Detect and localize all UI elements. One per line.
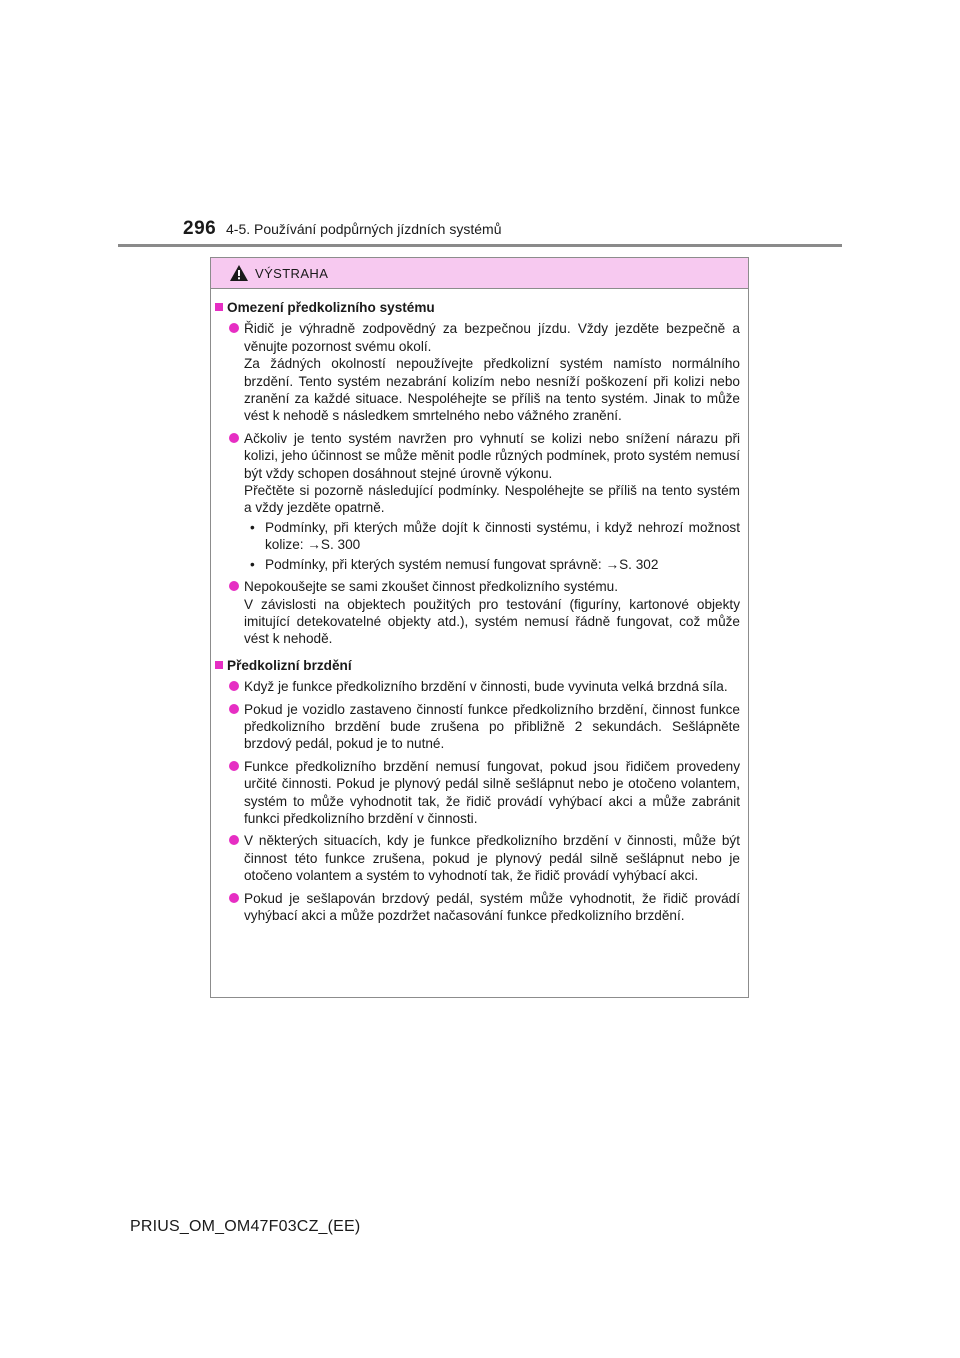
section-heading-text: Předkolizní brzdění: [227, 657, 352, 673]
list-item-body: [244, 320, 740, 424]
section-heading: [215, 299, 740, 316]
paragraph: Když je funkce předkolizního brzdění v činnosti, bude vyvinuta velká brzdná síla.: [244, 679, 728, 695]
list-item-body: [244, 701, 740, 753]
round-bullet-icon: [229, 704, 239, 714]
list-item: [215, 678, 740, 695]
page-number: 296: [183, 218, 217, 239]
sub-bullet: [244, 519, 740, 554]
list-item: [215, 320, 740, 424]
header-divider: [118, 244, 842, 247]
round-bullet-icon: [229, 433, 239, 443]
round-bullet-icon: [229, 893, 239, 903]
list-item-body: [244, 430, 740, 573]
paragraph: Pokud je sešlapován brzdový pedál, systém může vyhodnotit, že řidič provádí vyhýbací akci a může pozdržet načasování funkce předkolizního brzdění.: [244, 890, 740, 923]
document-code: PRIUS_OM_OM47F03CZ_(EE): [130, 1218, 361, 1235]
section-heading-text: Omezení předkolizního systému: [227, 300, 435, 315]
sub-bullet-text: Podmínky, při kterých může dojít k činnosti systému, i když nehrozí možnost kolize: →S. 300: [265, 519, 740, 553]
paragraph: Nepokoušejte se sami zkoušet činnost předkolizního systému.: [244, 579, 619, 595]
section-title: 4-5. Používání podpůrných jízdních systémů: [226, 221, 502, 237]
warning-content: [211, 289, 748, 924]
warning-title: VÝSTRAHA: [255, 265, 329, 281]
bullet-glyph-icon: •: [250, 556, 255, 572]
paragraph: Přečtěte si pozorně následující podmínky. Nespoléhejte se příliš na tento systém a vždy jezděte opatrně.: [244, 483, 740, 516]
list-item: [215, 832, 740, 884]
bullet-glyph-icon: •: [250, 519, 255, 535]
paragraph: V závislosti na objektech použitých pro testování (figuríny, kartonové objekty imitující detekovatelné objekty atd.), systém nemusí řádně fungovat, což může vést k nehodě.: [244, 596, 740, 647]
square-marker-icon: [215, 661, 223, 669]
round-bullet-icon: [229, 835, 239, 845]
list-item: [215, 758, 740, 828]
round-bullet-icon: [229, 581, 239, 591]
list-item-body: [244, 758, 740, 828]
list-item: [215, 890, 740, 925]
list-item-body: [244, 578, 740, 648]
paragraph: Pokud je vozidlo zastaveno činností funkce předkolizního brzdění, činnost funkce předkolizního brzdění bude zrušena po přibližně 2 sekundách. Sešlápněte brzdový pedál, pokud je to nutné.: [244, 701, 740, 752]
paragraph: Funkce předkolizního brzdění nemusí fungovat, pokud jsou řidičem provedeny určité činnosti. Pokud je plynový pedál silně sešlápnut nebo je otočeno volantem, systém to může vyhodnotit tak, že řidič provádí vyhýbací akci a může zabránit funkci předkolizního brzdění v činnosti.: [244, 758, 740, 826]
square-marker-icon: [215, 303, 223, 311]
sub-bullet: [244, 556, 740, 573]
round-bullet-icon: [229, 681, 239, 691]
round-bullet-icon: [229, 761, 239, 771]
sub-bullet-text: Podmínky, při kterých systém nemusí fungovat správně: →S. 302: [265, 556, 659, 572]
list-item: [215, 701, 740, 753]
section-heading: [215, 657, 740, 674]
paragraph: Za žádných okolností nepoužívejte předkolizní systém namísto normálního brzdění. Tento systém nezabrání kolizím nebo nesníží poškození při kolizi nebo zranění za každé situace. Nespoléhejte se příliš na tento systém. Jinak to může vést k nehodě s následkem smrtelného nebo vážného zranění.: [244, 356, 740, 424]
round-bullet-icon: [229, 323, 239, 333]
list-item: [215, 430, 740, 573]
warning-box: [210, 257, 749, 998]
list-item-body: [244, 678, 740, 695]
paragraph: Řidič je výhradně zodpovědný za bezpečnou jízdu. Vždy jezděte bezpečně a věnujte pozornost svému okolí.: [244, 321, 740, 354]
list-item-body: [244, 832, 740, 884]
warning-header: [211, 258, 748, 289]
warning-triangle-icon: [229, 264, 249, 282]
list-item: [215, 578, 740, 648]
paragraph: V některých situacích, kdy je funkce předkolizního brzdění v činnosti, může být činnost této funkce zrušena, pokud je plynový pedál silně sešlápnut nebo je otočeno volantem a systém to vyhodnotí tak, že řidič provádí vyhýbací akci.: [244, 833, 740, 884]
paragraph: Ačkoliv je tento systém navržen pro vyhnutí se kolizi nebo snížení nárazu při kolizi, jeho účinnost se může měnit podle různých podmínek, proto systém nemusí být vždy schopen dosáhnout stejné úrovně výkonu.: [244, 430, 740, 481]
list-item-body: [244, 890, 740, 925]
